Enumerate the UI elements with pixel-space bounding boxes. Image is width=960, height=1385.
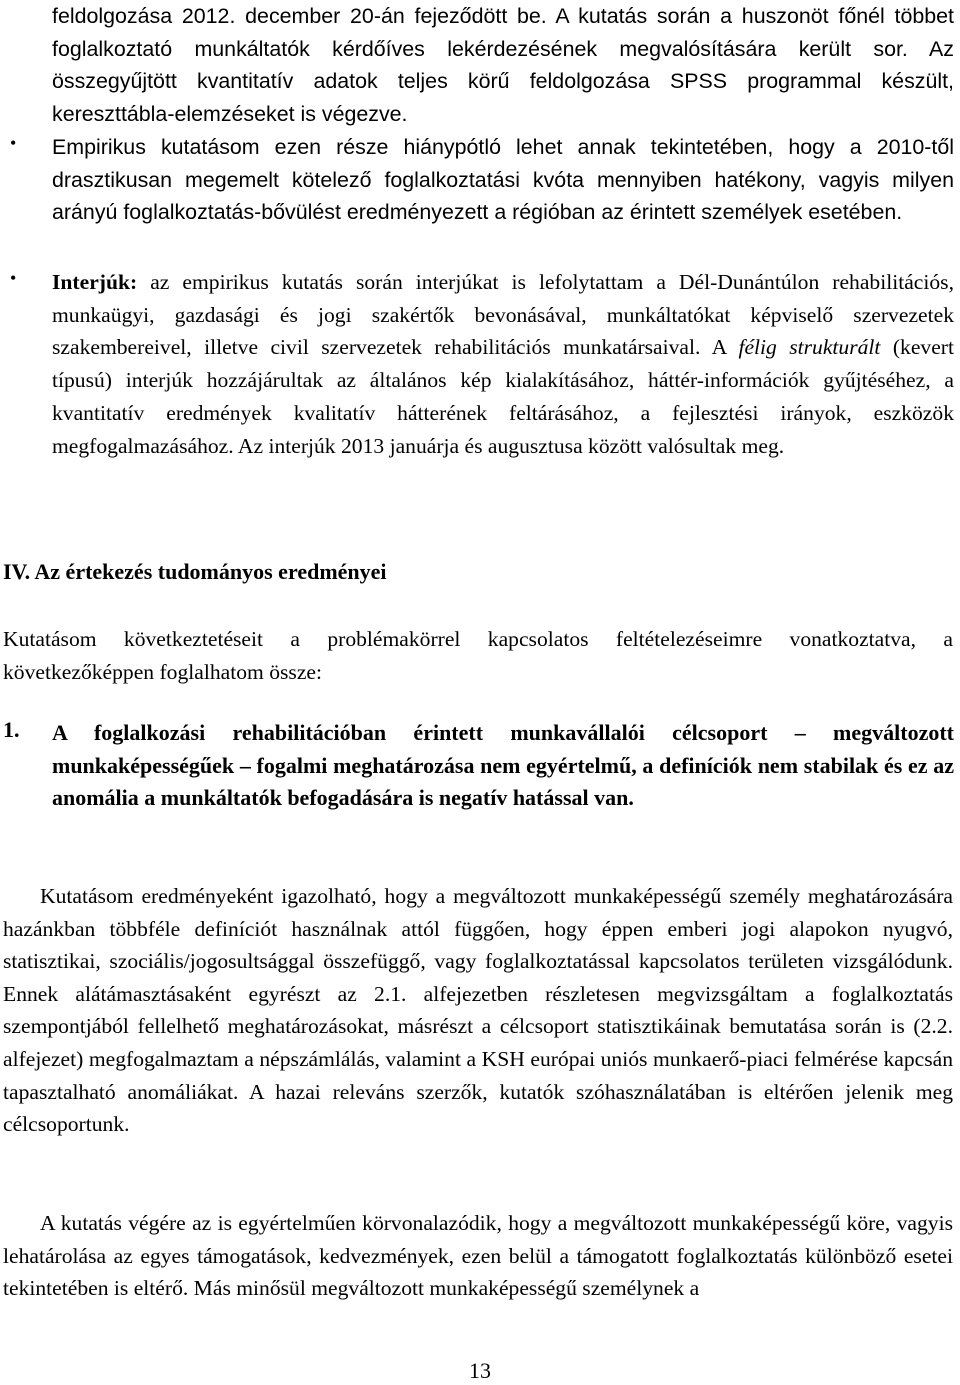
bullet-item-empirical: Empirikus kutatásom ezen része hiánypótló lehet annak tekintetében, hogy a 2010-től drasztikusan megemelt kötelező foglalkoztatási kvóta mennyiben hatékony, vagyis milyen arányú foglalkoztatás-bővülést eredményezett a régióban az érintett személyek esetében. [52,135,954,225]
section-heading: IV. Az értekezés tudományos eredményei [3,559,387,584]
bullet-text-part: (kevert típusú) interjúk hozzájárultak az általános kép kialakításához, háttér-információk gyűjtéséhez, a kvantitatív eredmények kvalitatív hátterének feltárásához, a fejlesztési irányok, eszközök megfogalmazásához. Az interjúk 2013 januárja és augusztusa között valósultak meg. [52,335,954,458]
page-number: 13 [469,1358,491,1383]
intro-paragraph: Kutatásom következtetéseit a problémakörrel kapcsolatos feltételezéseimre vonatkoztatva, a következőképpen foglalhatom össze: [3,627,953,684]
bullet-marker: • [10,133,17,153]
body-paragraph: Kutatásom eredményeként igazolható, hogy a megváltozott munkaképességű személy meghatározására hazánkban többféle definíciót használnak attól függően, hogy éppen emberi jogi alapokon nyugvó, statisztikai, szociális/jogosultsággal összefüggő, vagy foglalkoztatással kapcsolatos területen vizsgálódunk. Ennek alátámasztásaként egyrészt az 2.1. alfejezetben részletesen megvizsgáltam a foglalkoztatás szempontjából fellelhető meghatározásokat, másrészt a célcsoport statisztikáinak bemutatása során is (2.2. alfejezet) megfogalmaztam a népszámlálás, valamint a KSH európai uniós munkaerő-piaci felmérése kapcsán tapasztalható anomáliákat. A hazai releváns szerzők, kutatók szóhasználatában is eltérően jelenik meg célcsoportunk. [3,884,953,1137]
bullet-item-interviews [52,266,954,462]
continuation-paragraph: feldolgozása 2012. december 20-án fejeződött be. A kutatás során a huszonöt főnél többet foglalkoztató munkáltatók kérdőíves lekérdezésének megvalósítására került sor. Az összegyűjtött kvantitatív adatok teljes körű feldolgozása SPSS programmal készült, kereszttábla-elemzéseket is végezve. [52,4,954,127]
bullet-lead-label: Interjúk: [52,270,138,294]
bullet-italic-term: félig strukturált [738,335,881,360]
body-paragraph: A kutatás végére az is egyértelműen körvonalazódik, hogy a megváltozott munkaképességű köre, vagyis lehatárolása az egyes támogatások, kedvezmények, ezen belül a támogatott foglalkoztatás különböző esetei tekintetében is eltérő. Más minősül megváltozott munkaképességű személynek a [3,1211,953,1301]
finding-number: 1. [3,717,20,742]
finding-heading: A foglalkozási rehabilitációban érintett munkavállalói célcsoport – megváltozott munkaképességűek – fogalmi meghatározása nem egyértelmű, a definíciók nem stabilak és ez az anomália a munkáltatók befogadására is negatív hatással van. [52,720,954,811]
bullet-marker: • [10,268,17,288]
bullet-text-part: az empirikus kutatás során interjúkat is lefolytattam a Dél-Dunántúlon rehabilitációs, munkaügyi, gazdasági és jogi szakértők bevonásával, munkáltatókat képviselő szervezetek szakembereivel, illetve civil szervezetek rehabilitációs munkatársaival. A [52,270,954,360]
